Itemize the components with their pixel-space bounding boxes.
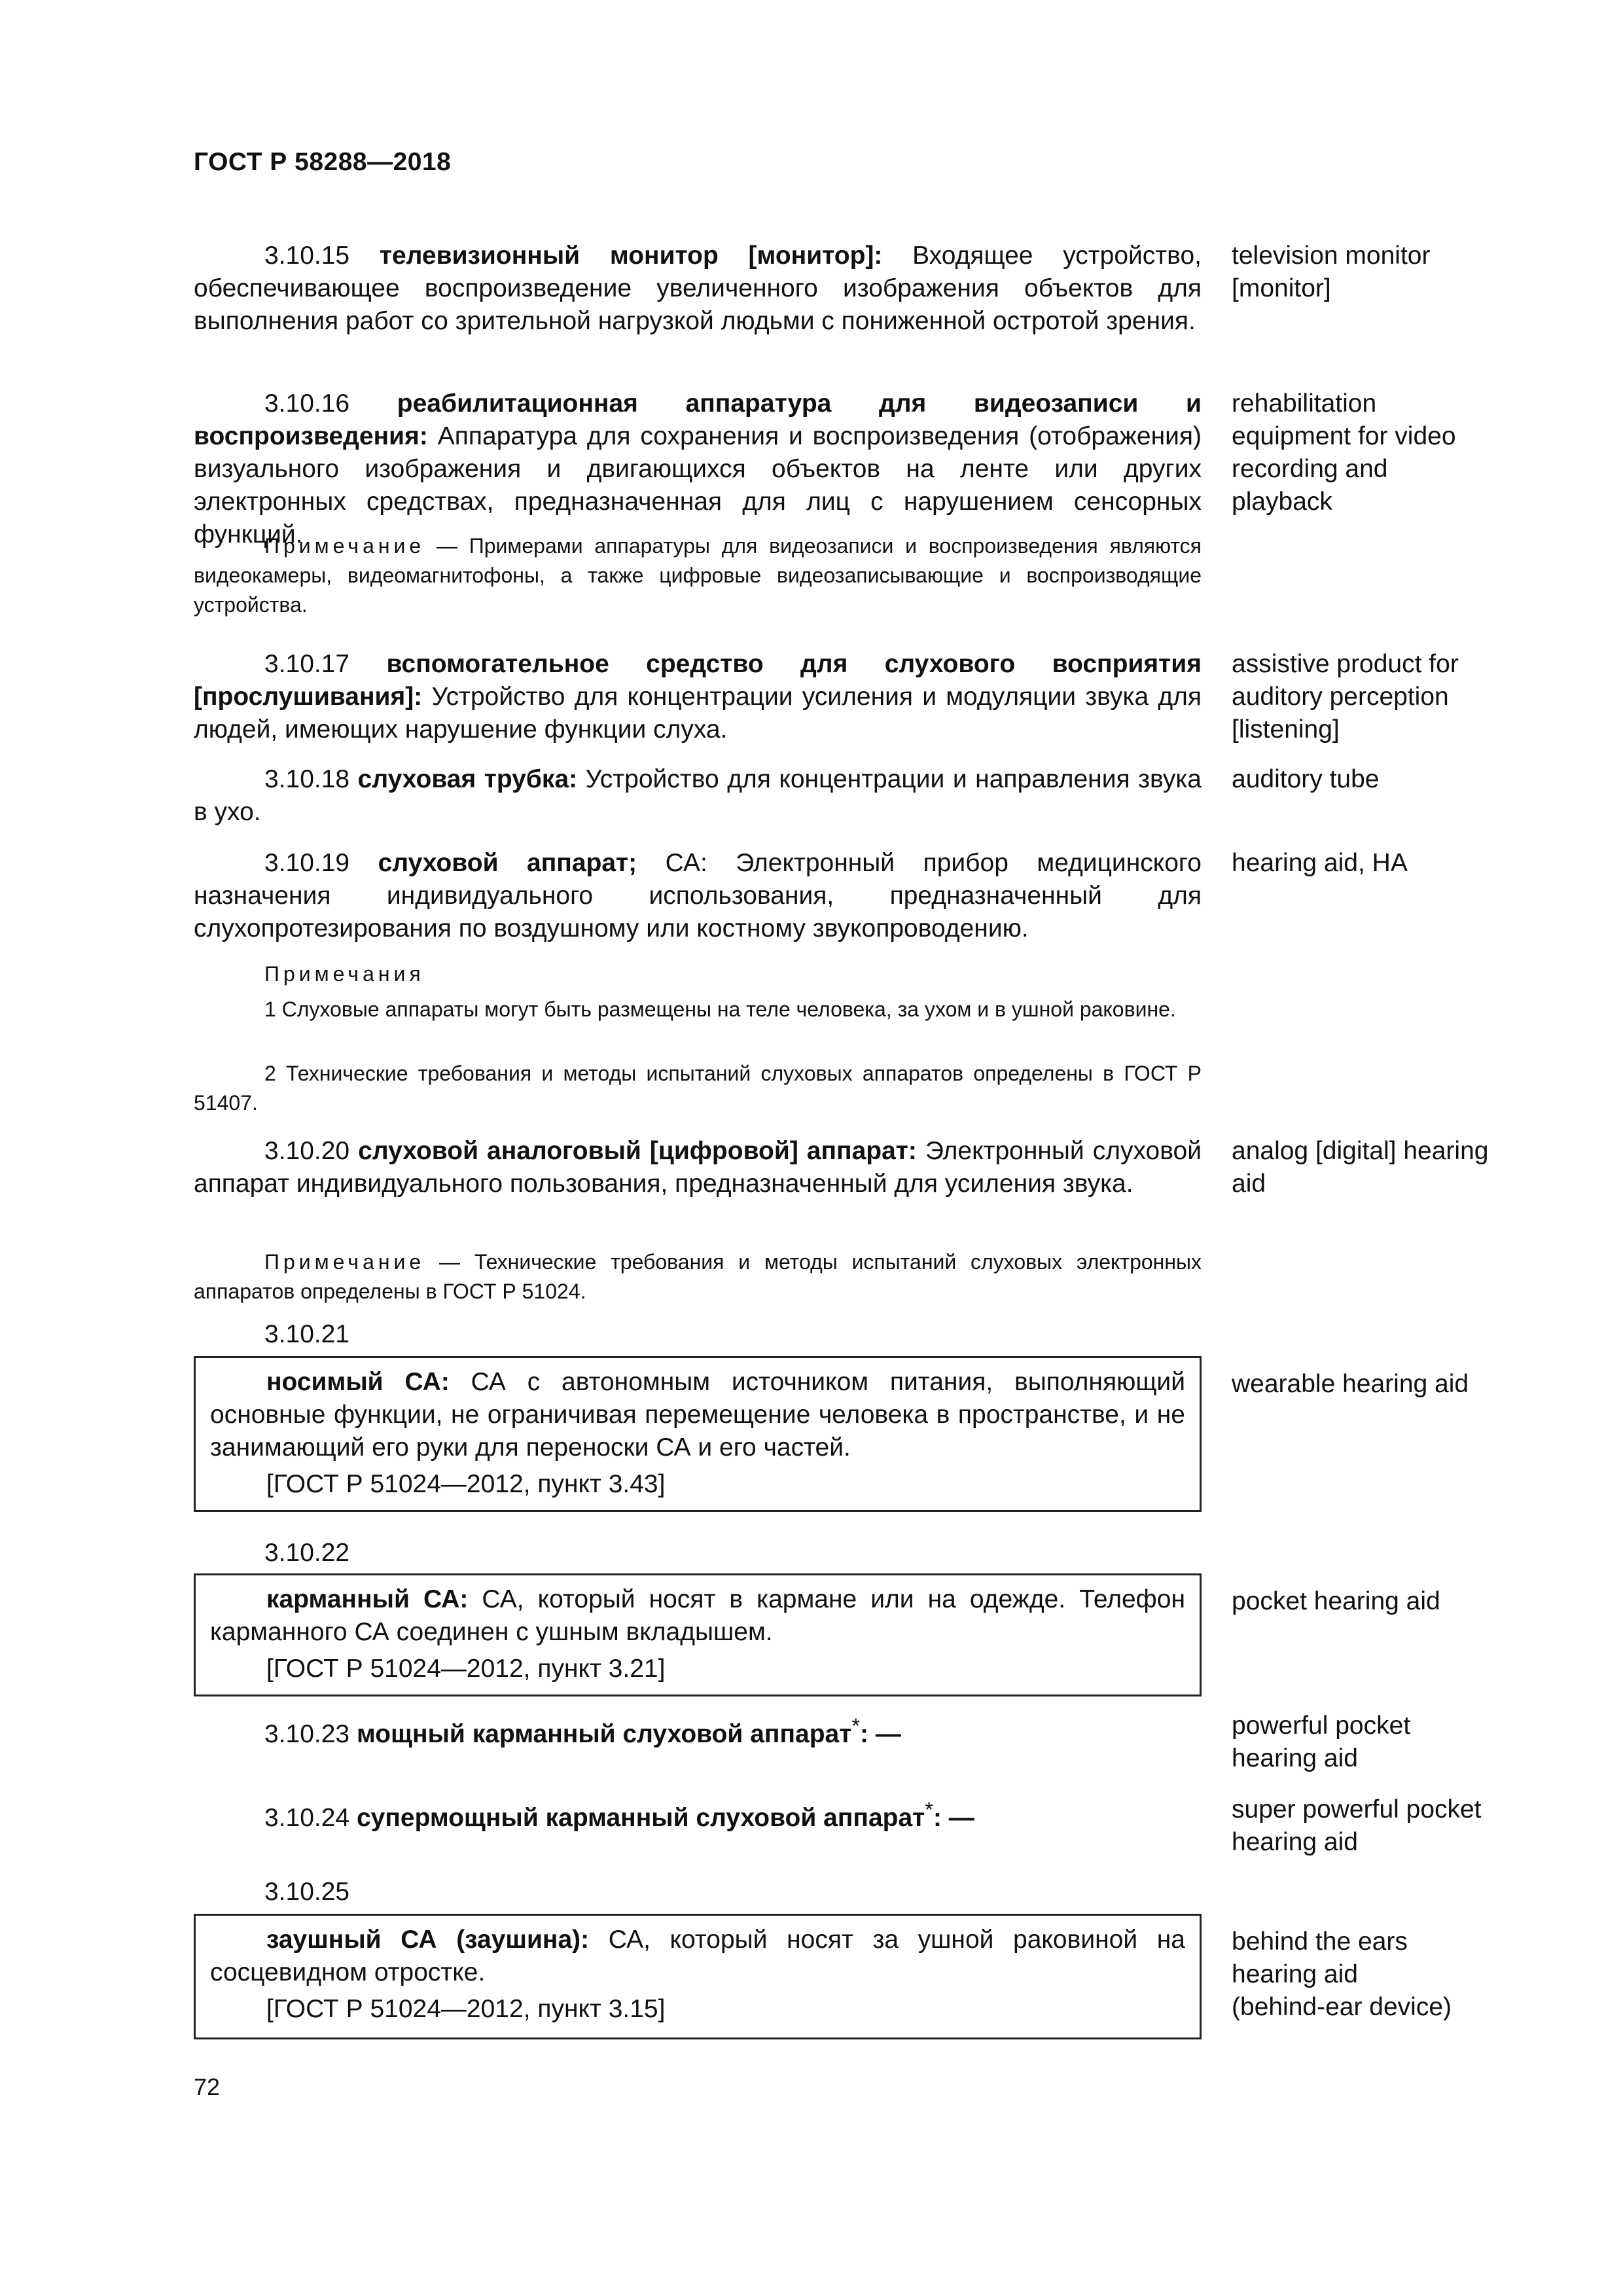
- entry-number: 3.10.20: [264, 1137, 350, 1165]
- entry-definition: СА, который носят за ушной раковиной на сосцевидном отростке.: [210, 1926, 1185, 1986]
- entry-definition: Аппаратура для сохранения и воспроизведения (отображения) визуального изображения и двигающихся объектов на ленте или других электронных средствах, предназначенная для лиц с нарушением сенсорных функций.: [194, 422, 1202, 548]
- entry-term: мощный карманный слуховой аппарат: [356, 1720, 852, 1748]
- entry-english-term: powerful pocket hearing aid: [1232, 1712, 1411, 1772]
- entry-term: карманный СА:: [266, 1585, 469, 1613]
- entry-number: 3.10.15: [264, 242, 350, 270]
- entry-english-term: hearing aid, HA: [1232, 849, 1408, 877]
- quoted-term-box-3-10-21: [194, 1356, 1202, 1512]
- note-text: — Технические требования и методы испытаний слуховых электронных аппаратов определены в ГОСТ Р 51024.: [194, 1250, 1202, 1303]
- entry-english-term: behind the ears hearing aid (behind-ear device): [1232, 1928, 1452, 2021]
- entry-number: 3.10.23: [264, 1720, 350, 1748]
- entry-definition: СА: Электронный прибор медицинского назначения индивидуального использования, предназначенный для слухопротезирования по воздушному или костному звукопроводению.: [194, 849, 1202, 942]
- entry-text: [194, 648, 1202, 746]
- entry-english-term: analog [digital] hearing aid: [1232, 1137, 1489, 1198]
- entry-term: вспомогательное средство для слухового восприятия [прослушивания]:: [194, 650, 1202, 711]
- entry-definition: Устройство для концентрации усиления и модуляции звука для людей, имеющих нарушение функции слуха.: [194, 683, 1202, 744]
- entry-definition: Входящее устройство, обеспечивающее воспроизведение увеличенного изображения объектов для выполнения работ со зрительной нагрузкой людьми с пониженной остротой зрения.: [194, 242, 1202, 335]
- entry-text: [194, 763, 1202, 829]
- quoted-term-box-3-10-22: [194, 1573, 1202, 1696]
- entry-text: [210, 1366, 1185, 1464]
- entry-definition: Устройство для концентрации и направления звука в ухо.: [194, 765, 1202, 826]
- note-label: Примечание: [264, 534, 425, 558]
- entry-text: [210, 1924, 1185, 1989]
- entry-english-term: assistive product for auditory perception [listening]: [1232, 650, 1459, 744]
- entry-term: телевизионный монитор [монитор]:: [379, 242, 883, 270]
- entry-text: [194, 387, 1202, 551]
- entry-note-1: 1 Слуховые аппараты могут быть размещены на теле человека, за ухом и в ушной раковине.: [264, 997, 1176, 1021]
- entry-english-term: rehabilitation equipment for video recording and playback: [1232, 389, 1456, 516]
- entry-definition: Электронный слуховой аппарат индивидуального пользования, предназначенный для усиления звука.: [194, 1137, 1202, 1198]
- entry-number: 3.10.19: [264, 849, 350, 877]
- entry-number: 3.10.24: [264, 1804, 350, 1832]
- entry-number: 3.10.16: [264, 389, 350, 418]
- entry-term: носимый СА:: [266, 1368, 450, 1396]
- entry-english-term: wearable hearing aid: [1232, 1370, 1469, 1398]
- quoted-term-box-3-10-25: [194, 1914, 1202, 2039]
- source-reference: [ГОСТ Р 51024—2012, пункт 3.21]: [266, 1655, 666, 1683]
- note-label: Примечание: [264, 1250, 425, 1274]
- entry-number: 3.10.21: [264, 1320, 350, 1348]
- entry-text: 3.10.23 мощный карманный слуховой аппарат*: —: [264, 1714, 901, 1748]
- entry-text: [210, 1583, 1185, 1649]
- entry-term: заушный СА (заушина):: [266, 1926, 590, 1954]
- entry-term: слуховая трубка:: [357, 765, 578, 793]
- source-reference: [ГОСТ Р 51024—2012, пункт 3.15]: [266, 1995, 666, 2023]
- entry-note: [194, 1247, 1202, 1306]
- entry-term: слуховой аппарат;: [378, 849, 637, 877]
- entry-term: реабилитационная аппаратура для видеозаписи и воспроизведения:: [194, 389, 1202, 450]
- entry-number: 3.10.17: [264, 650, 350, 678]
- notes-label: Примечания: [264, 962, 425, 986]
- entry-text: [194, 1135, 1202, 1200]
- entry-english-term: super powerful pocket hearing aid: [1232, 1795, 1482, 1856]
- entry-number: 3.10.25: [264, 1878, 350, 1906]
- entry-definition: СА с автономным источником питания, выполняющий основные функции, не ограничивая перемещение человека в пространстве, и не занимающий его руки для переноски СА и его частей.: [210, 1368, 1185, 1462]
- entry-english-term: pocket hearing aid: [1232, 1587, 1440, 1615]
- footnote-mark: *: [851, 1714, 860, 1738]
- entry-text: [194, 847, 1202, 945]
- entry-term: слуховой аналоговый [цифровой] аппарат:: [358, 1137, 917, 1165]
- entry-note: [194, 531, 1202, 620]
- entry-note-2: 2 Технические требования и методы испытаний слуховых аппаратов определены в ГОСТ Р 51407.: [194, 1062, 1202, 1115]
- entry-definition: СА, который носят в кармане или на одежде. Телефон карманного СА соединен с ушным вкладышем.: [210, 1585, 1185, 1646]
- entry-number: 3.10.22: [264, 1539, 350, 1567]
- document-header: ГОСТ Р 58288—2018: [194, 148, 452, 176]
- entry-english-term: auditory tube: [1232, 765, 1380, 793]
- footnote-mark: *: [925, 1798, 933, 1821]
- source-reference: [ГОСТ Р 51024—2012, пункт 3.43]: [266, 1470, 666, 1498]
- note-text: — Примерами аппаратуры для видеозаписи и воспроизведения являются видеокамеры, видеомагнитофоны, а также цифровые видеозаписывающие и воспроизводящие устройства.: [194, 534, 1202, 617]
- page-number: 72: [194, 2073, 221, 2100]
- entry-text: [194, 240, 1202, 338]
- entry-number: 3.10.18: [264, 765, 350, 793]
- entry-english-term: television monitor [monitor]: [1232, 242, 1431, 302]
- entry-term: супермощный карманный слуховой аппарат: [356, 1804, 925, 1832]
- entry-text: 3.10.24 супермощный карманный слуховой аппарат*: —: [264, 1798, 974, 1832]
